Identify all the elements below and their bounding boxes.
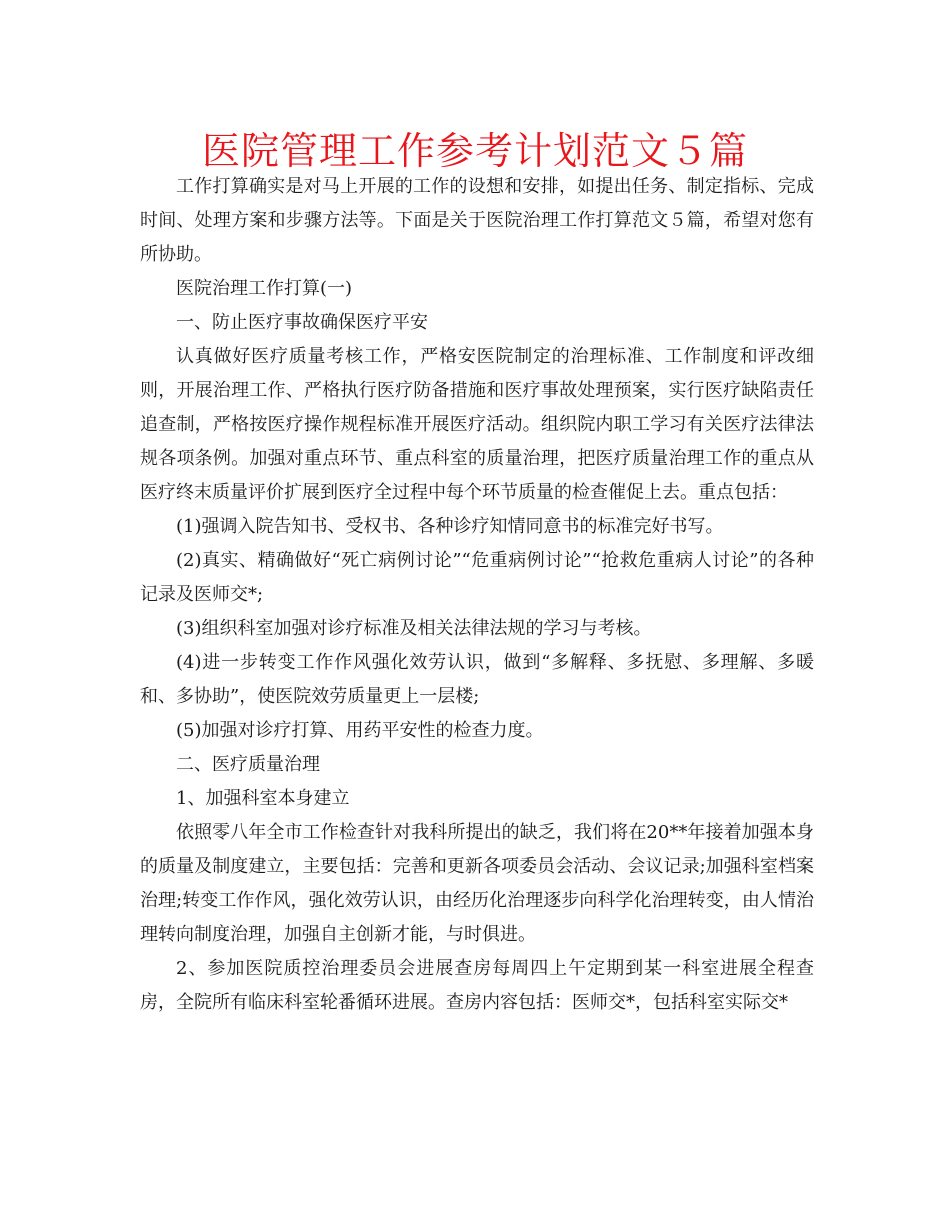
paragraph-section-two-heading: 二、医疗质量治理 — [176, 754, 320, 775]
paragraph-plan-one-heading: 医院治理工作打算(一) — [176, 278, 353, 299]
document-body — [140, 170, 814, 1020]
paragraph-item-5: (5)加强对诊疗打算、用药平安性的检查力度。 — [176, 720, 544, 741]
paragraph-item-1: (1)强调入院告知书、受权书、各种诊疗知情同意书的标准完好书写。 — [176, 516, 724, 537]
paragraph-subsection-1-heading: 1、加强科室本身建立 — [176, 788, 350, 809]
paragraph-item-4: (4)进一步转变工作作风强化效劳认识，做到“多解释、多抚慰、多理解、多暖和、多协助”，使医院效劳质量更上一层楼; — [140, 652, 814, 707]
document-title: 医院管理工作参考计划范文５篇 — [201, 129, 748, 173]
paragraph-department-building: 依照零八年全市工作检查针对我科所提出的缺乏，我们将在20**年接着加强本身的质量及制度建立，主要包括：完善和更新各项委员会活动、会议记录;加强科室档案治理;转变工作作风，强化效劳认识，由经历化治理逐步向科学化治理转变，由人情治理转向制度治理，加强自主创新才能，与时俱进。 — [140, 822, 814, 945]
paragraph-intro: 工作打算确实是对马上开展的工作的设想和安排，如提出任务、制定指标、完成时间、处理方案和步骤方法等。下面是关于医院治理工作打算范文５篇，希望对您有所协助。 — [140, 176, 814, 265]
paragraph-quality-assessment: 认真做好医疗质量考核工作，严格安医院制定的治理标准、工作制度和评改细则，开展治理工作、严格执行医疗防备措施和医疗事故处理预案，实行医疗缺陷责任追查制，严格按医疗操作规程标准开展医疗活动。组织院内职工学习有关医疗法律法规各项条例。加强对重点环节、重点科室的质量治理，把医疗质量治理工作的重点从医疗终末质量评价扩展到医疗全过程中每个环节质量的检查催促上去。重点包括： — [140, 346, 814, 503]
paragraph-item-2: (2)真实、精确做好“死亡病例讨论”“危重病例讨论”“抢救危重病人讨论”的各种记录及医师交*; — [140, 550, 814, 605]
paragraph-subsection-2: 2、参加医院质控治理委员会进展查房每周四上午定期到某一科室进展全程查房，全院所有临床科室轮番循环进展。查房内容包括：医师交*，包括科室实际交* — [140, 958, 814, 1013]
paragraph-item-3: (3)组织科室加强对诊疗标准及相关法律法规的学习与考核。 — [176, 618, 652, 639]
paragraph-section-one-heading: 一、防止医疗事故确保医疗平安 — [176, 312, 428, 333]
